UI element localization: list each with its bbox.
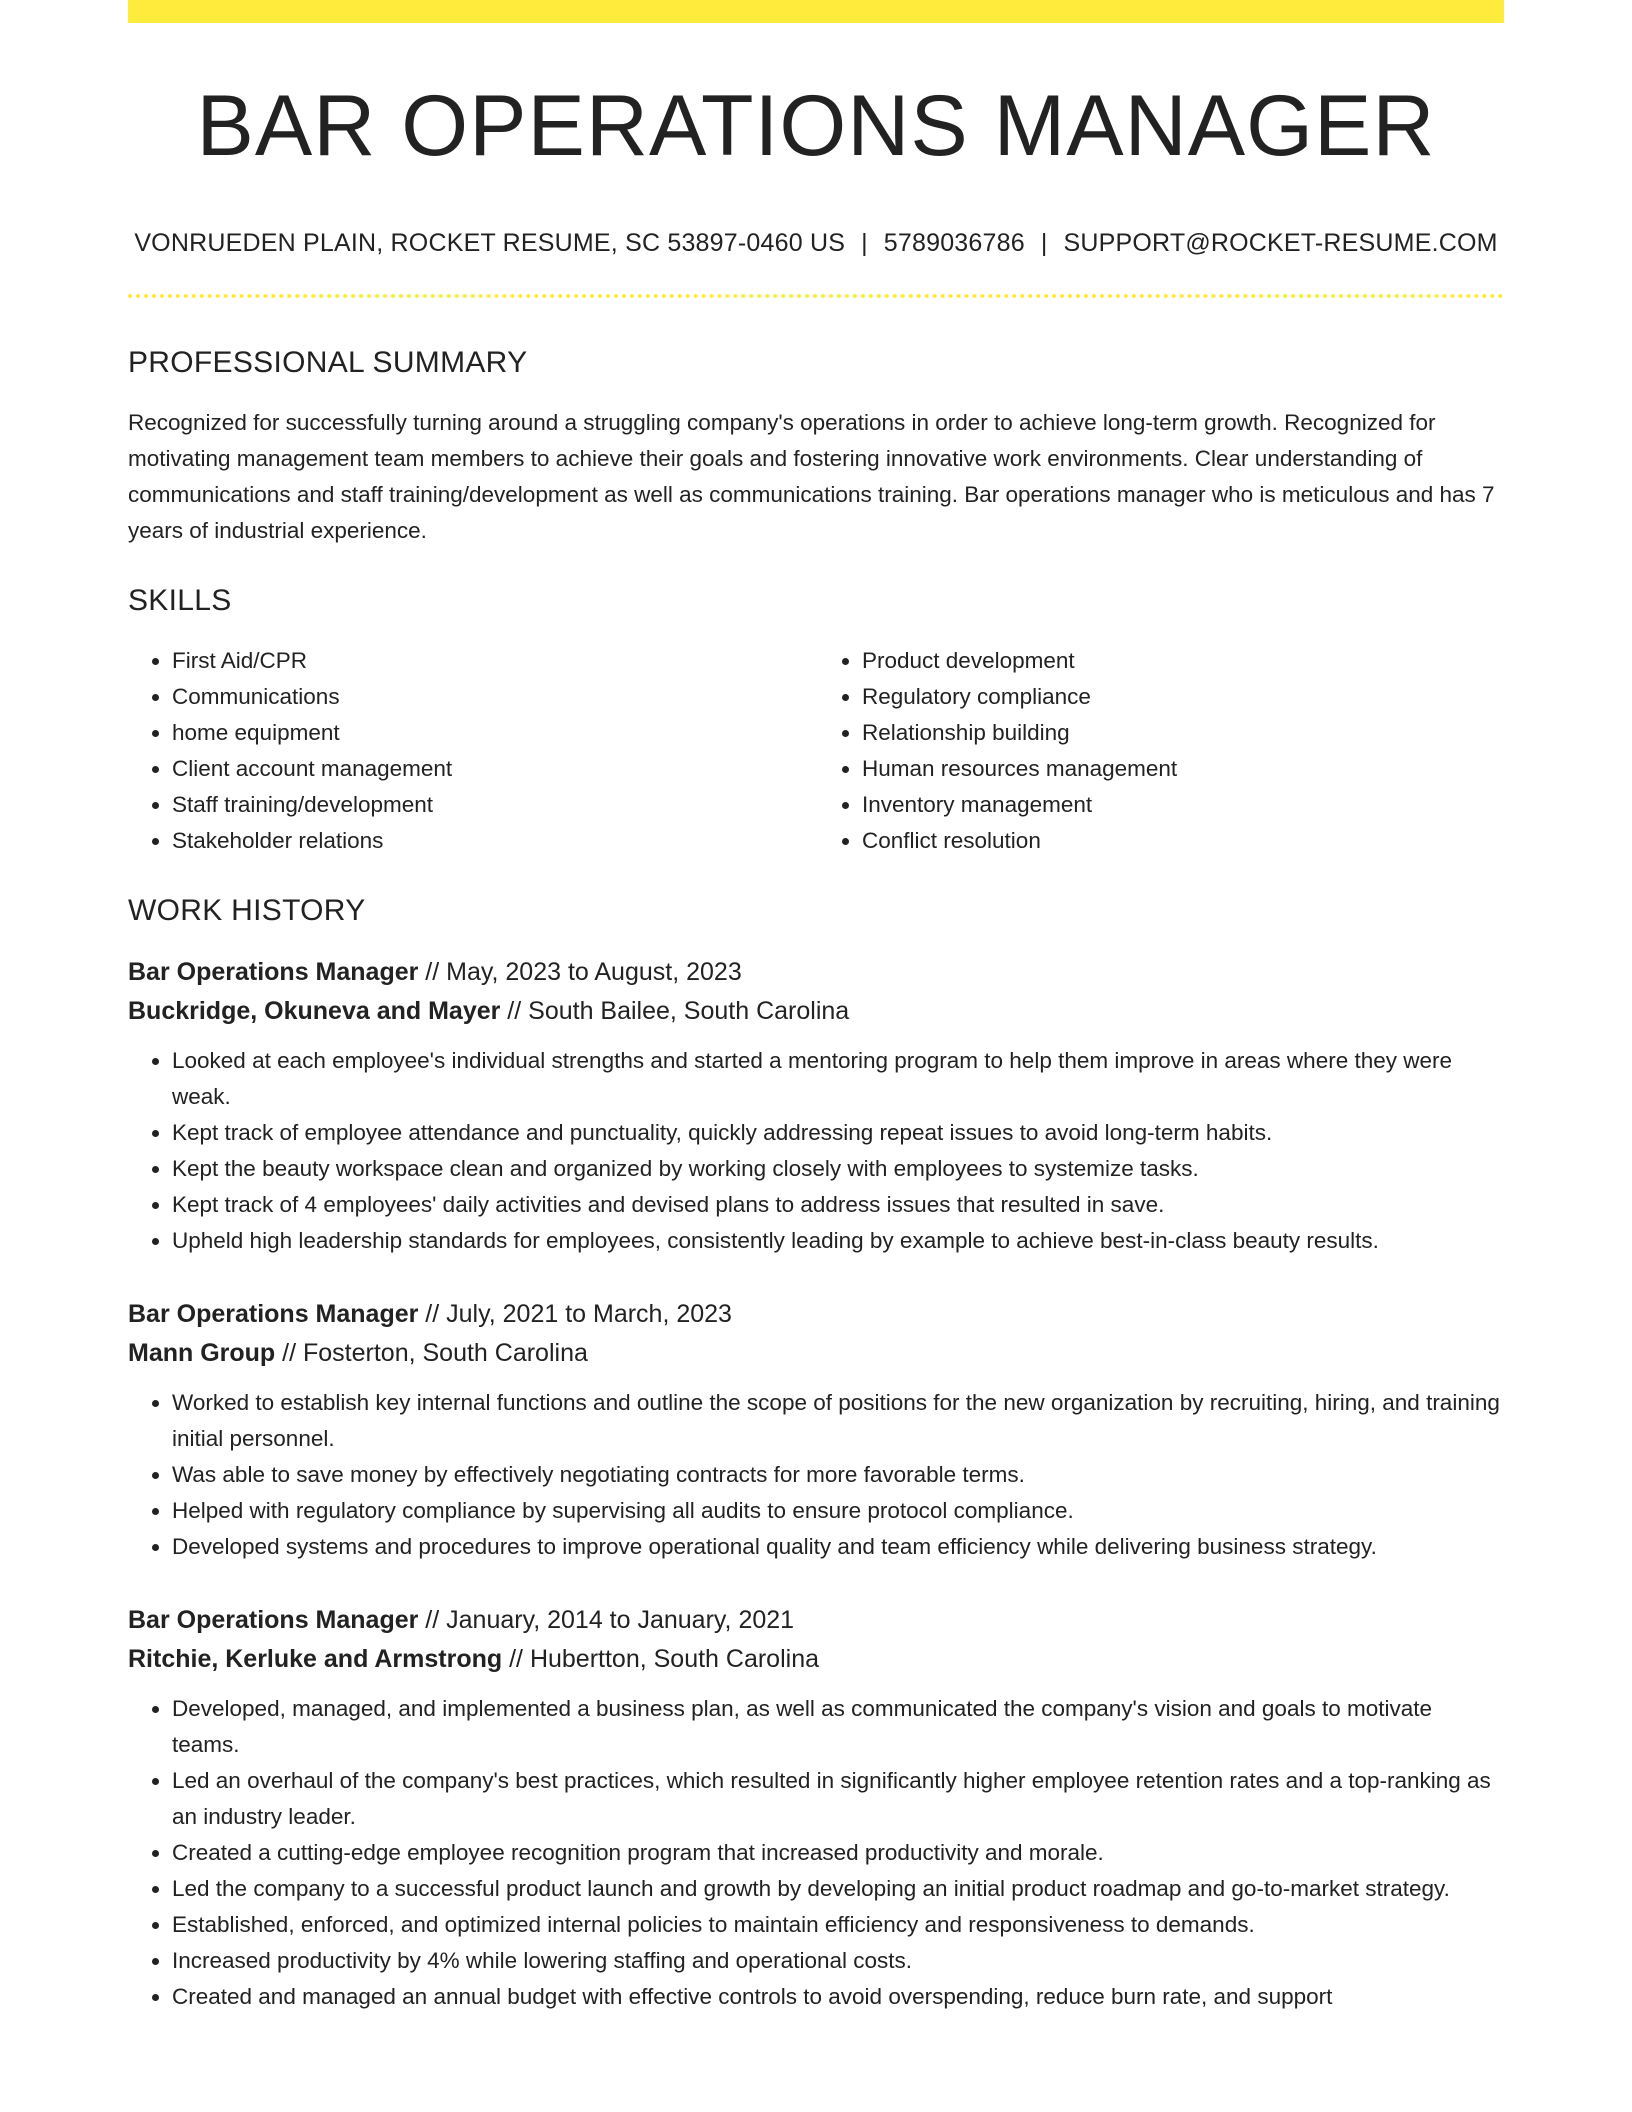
job-bullet: • Helped with regulatory compliance by supervising all audits to ensure protocol compliance. (172, 1493, 1504, 1529)
contact-phone: 5789036786 (883, 229, 1025, 257)
job-bullet: • Kept the beauty workspace clean and organized by working closely with employees to systemize tasks. (172, 1151, 1504, 1187)
skills-column-left (128, 643, 816, 859)
job-company-line (128, 1334, 1504, 1373)
job-dates: // July, 2021 to March, 2023 (418, 1300, 732, 1328)
skill-item: • Staff training/development (172, 787, 816, 823)
job-company: Buckridge, Okuneva and Mayer (128, 997, 501, 1025)
skill-item: • home equipment (172, 715, 816, 751)
resume-page (128, 0, 1504, 2015)
job-bullet: • Was able to save money by effectively negotiating contracts for more favorable terms. (172, 1457, 1504, 1493)
job-bullet: • Developed, managed, and implemented a business plan, as well as communicated the company's vision and goals to motivate teams. (172, 1691, 1504, 1763)
job-bullet: • Worked to establish key internal functions and outline the scope of positions for the new organization by recruiting, hiring, and training initial personnel. (172, 1385, 1504, 1457)
skill-item: • Relationship building (862, 715, 1504, 751)
job-bullet: • Kept track of employee attendance and punctuality, quickly addressing repeat issues to avoid long-term habits. (172, 1115, 1504, 1151)
job-entry (128, 1295, 1504, 1565)
job-bullet: • Upheld high leadership standards for employees, consistently leading by example to achieve best-in-class beauty results. (172, 1223, 1504, 1259)
job-bullets (128, 1691, 1504, 2015)
job-bullet: • Created and managed an annual budget with effective controls to avoid overspending, reduce burn rate, and support (172, 1979, 1504, 2015)
summary-heading: PROFESSIONAL SUMMARY (128, 346, 528, 379)
skill-item: • Communications (172, 679, 816, 715)
accent-top-bar (128, 0, 1504, 23)
job-entry (128, 1601, 1504, 2015)
contact-email: SUPPORT@ROCKET-RESUME.COM (1063, 229, 1498, 257)
job-location: // Hubertton, South Carolina (502, 1645, 820, 1673)
dotted-divider (128, 294, 1504, 298)
job-title-line (128, 1601, 1504, 1640)
resume-title: BAR OPERATIONS MANAGER (196, 78, 1436, 174)
contact-line (128, 231, 1504, 256)
job-location: // South Bailee, South Carolina (500, 997, 850, 1025)
skill-item: • Inventory management (862, 787, 1504, 823)
job-bullets (128, 1385, 1504, 1565)
skill-item: • Client account management (172, 751, 816, 787)
job-company: Ritchie, Kerluke and Armstrong (128, 1645, 503, 1673)
skills-column-right (816, 643, 1504, 859)
skill-item: • Conflict resolution (862, 823, 1504, 859)
job-title: Bar Operations Manager (128, 958, 419, 986)
job-title-line (128, 1295, 1504, 1334)
skill-item: • Regulatory compliance (862, 679, 1504, 715)
skill-item: • Product development (862, 643, 1504, 679)
job-company: Mann Group (128, 1339, 276, 1367)
job-location: // Fosterton, South Carolina (275, 1339, 588, 1367)
summary-text: Recognized for successfully turning around a struggling company's operations in order to achieve long-term growth. Recognized for motivating management team members to achieve their goals and fostering innovative work environments. Clear understanding of communications and staff training/development as well as communications training. Bar operations manager who is meticulous and has 7 years of industrial experience. (128, 410, 1495, 543)
job-title: Bar Operations Manager (128, 1606, 419, 1634)
contact-separator: | (861, 229, 868, 257)
job-company-line (128, 992, 1504, 1031)
job-dates: // January, 2014 to January, 2021 (418, 1606, 795, 1634)
contact-address: VONRUEDEN PLAIN, ROCKET RESUME, SC 53897-0460 US (134, 229, 846, 257)
job-bullet: • Established, enforced, and optimized internal policies to maintain efficiency and responsiveness to demands. (172, 1907, 1504, 1943)
job-bullet: • Developed systems and procedures to improve operational quality and team efficiency while delivering business strategy. (172, 1529, 1504, 1565)
skill-item: • Stakeholder relations (172, 823, 816, 859)
contact-separator: | (1040, 229, 1048, 257)
job-dates: // May, 2023 to August, 2023 (418, 958, 742, 986)
job-title-line (128, 953, 1504, 992)
job-bullet: • Increased productivity by 4% while lowering staffing and operational costs. (172, 1943, 1504, 1979)
job-bullet: • Kept track of 4 employees' daily activities and devised plans to address issues that resulted in save. (172, 1187, 1504, 1223)
job-bullet: • Led an overhaul of the company's best practices, which resulted in significantly higher employee retention rates and a top-ranking as an industry leader. (172, 1763, 1504, 1835)
skills-heading: SKILLS (128, 584, 232, 617)
skills-list (128, 643, 1504, 859)
job-bullet: • Created a cutting-edge employee recognition program that increased productivity and morale. (172, 1835, 1504, 1871)
job-entry (128, 953, 1504, 1259)
job-title: Bar Operations Manager (128, 1300, 419, 1328)
job-bullets (128, 1043, 1504, 1259)
skill-item: • Human resources management (862, 751, 1504, 787)
job-bullet: • Led the company to a successful product launch and growth by developing an initial product roadmap and go-to-market strategy. (172, 1871, 1504, 1907)
skill-item: • First Aid/CPR (172, 643, 816, 679)
work-history-heading: WORK HISTORY (128, 894, 366, 927)
job-bullet: • Looked at each employee's individual strengths and started a mentoring program to help them improve in areas where they were weak. (172, 1043, 1504, 1115)
job-company-line (128, 1640, 1504, 1679)
